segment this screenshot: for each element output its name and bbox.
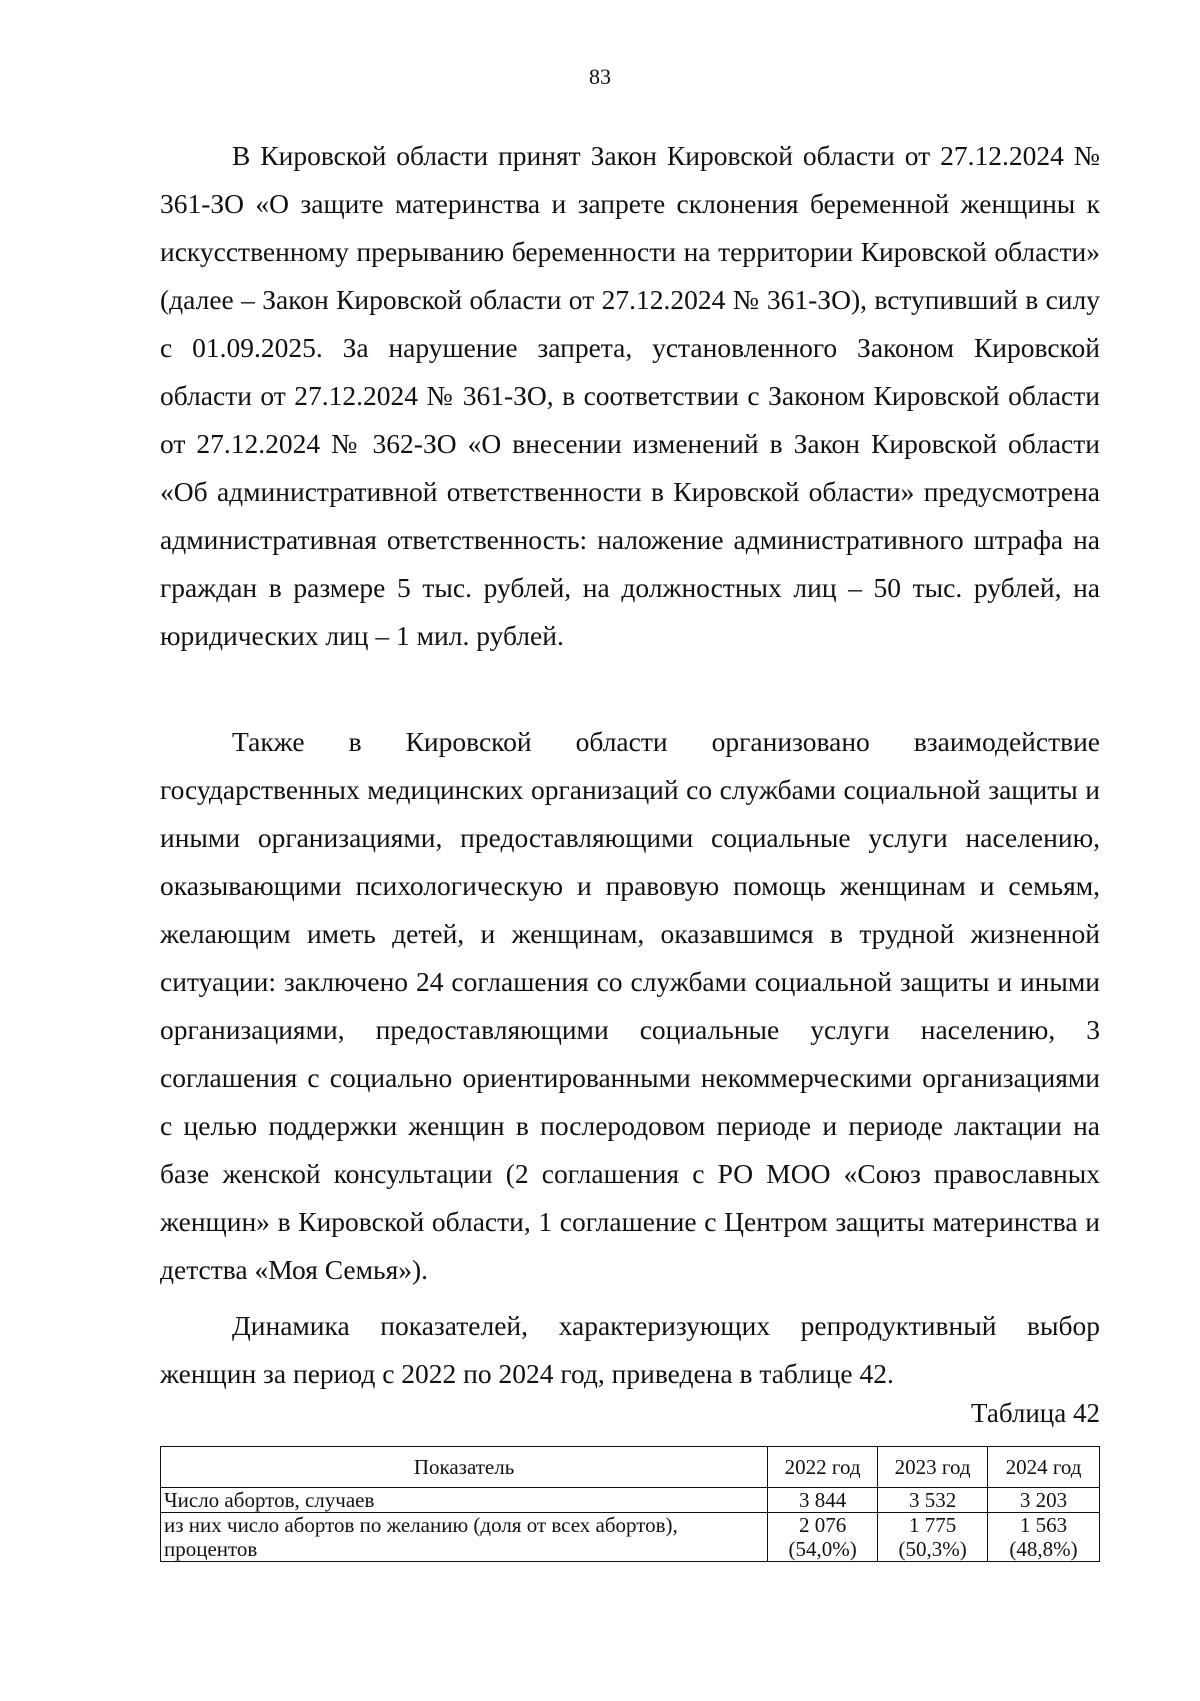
- paragraph-text: Динамика показателей, характеризующих репродуктивный выбор женщин за период с 2022 по 2024 год, приведена в таблице 42.: [160, 1310, 1100, 1389]
- cell-value: 3 844: [798, 1488, 847, 1512]
- cell-2022: [768, 1488, 878, 1513]
- cell-percent: (48,8%): [1009, 1537, 1078, 1561]
- column-header-2022: 2022 год: [768, 1447, 878, 1488]
- data-table: [160, 1446, 1100, 1562]
- cell-2024: [988, 1488, 1100, 1513]
- cell-value: 3 203: [1019, 1488, 1068, 1512]
- column-header-indicator: Показатель: [161, 1447, 768, 1488]
- paragraph-text: В Кировской области принят Закон Кировской области от 27.12.2024 № 361-ЗО «О защите материнства и запрете склонения беременной женщины к искусственному прерыванию беременности на территории Кировской области» (далее – Закон Кировской области от 27.12.2024 № 361-ЗО), вступивший в силу с 01.09.2025. За нарушение запрета, установленного Законом Кировской области от 27.12.2024 № 361-ЗО, в соответствии с Законом Кировской области от 27.12.2024 № 362-ЗО «О внесении изменений в Закон Кировской области «Об административной ответственности в Кировской области» предусмотрена административная ответственность: наложение административного штрафа на граждан в размере 5 тыс. рублей, на должностных лиц – 50 тыс. рублей, на юридических лиц – 1 мил. рублей.: [160, 140, 1100, 651]
- cell-percent: (54,0%): [788, 1537, 857, 1561]
- cell-2023: [878, 1488, 988, 1513]
- cell-2022: [768, 1513, 878, 1562]
- column-header-2023: 2023 год: [878, 1447, 988, 1488]
- row-indicator: из них число абортов по желанию (доля от всех абортов), процентов: [161, 1513, 768, 1562]
- paragraph-law: [160, 132, 1100, 660]
- cell-value: 3 532: [908, 1488, 957, 1512]
- paragraph-cooperation: [160, 718, 1100, 1294]
- cell-percent: (50,3%): [898, 1537, 967, 1561]
- page-number: 83: [589, 64, 611, 89]
- paragraph-text: Также в Кировской области организовано взаимодействие государственных медицинских организаций со службами социальной защиты и иными организациями, предоставляющими социальные услуги населению, оказывающими психологическую и правовую помощь женщинам и семьям, желающим иметь детей, и женщинам, оказавшимся в трудной жизненной ситуации: заключено 24 соглашения со службами социальной защиты и иными организациями, предоставляющими социальные услуги населению, 3 соглашения с социально ориентированными некоммерческими организациями с целью поддержки женщин в послеродовом периоде и периоде лактации на базе женской консультации (2 соглашения с РО МОО «Союз православных женщин» в Кировской области, 1 соглашение с Центром защиты материнства и детства «Моя Семья»).: [160, 726, 1100, 1285]
- table-row: [161, 1513, 1100, 1562]
- row-indicator: Число абортов, случаев: [161, 1488, 768, 1513]
- table-row: [161, 1488, 1100, 1513]
- cell-value: 2 076: [798, 1513, 847, 1537]
- table-header-row: [161, 1447, 1100, 1488]
- cell-2023: [878, 1513, 988, 1562]
- paragraph-table-intro: [160, 1302, 1100, 1398]
- table-caption: Таблица 42: [971, 1398, 1100, 1428]
- cell-2024: [988, 1513, 1100, 1562]
- cell-value: 1 563: [1019, 1513, 1068, 1537]
- cell-value: 1 775: [908, 1513, 957, 1537]
- column-header-2024: 2024 год: [988, 1447, 1100, 1488]
